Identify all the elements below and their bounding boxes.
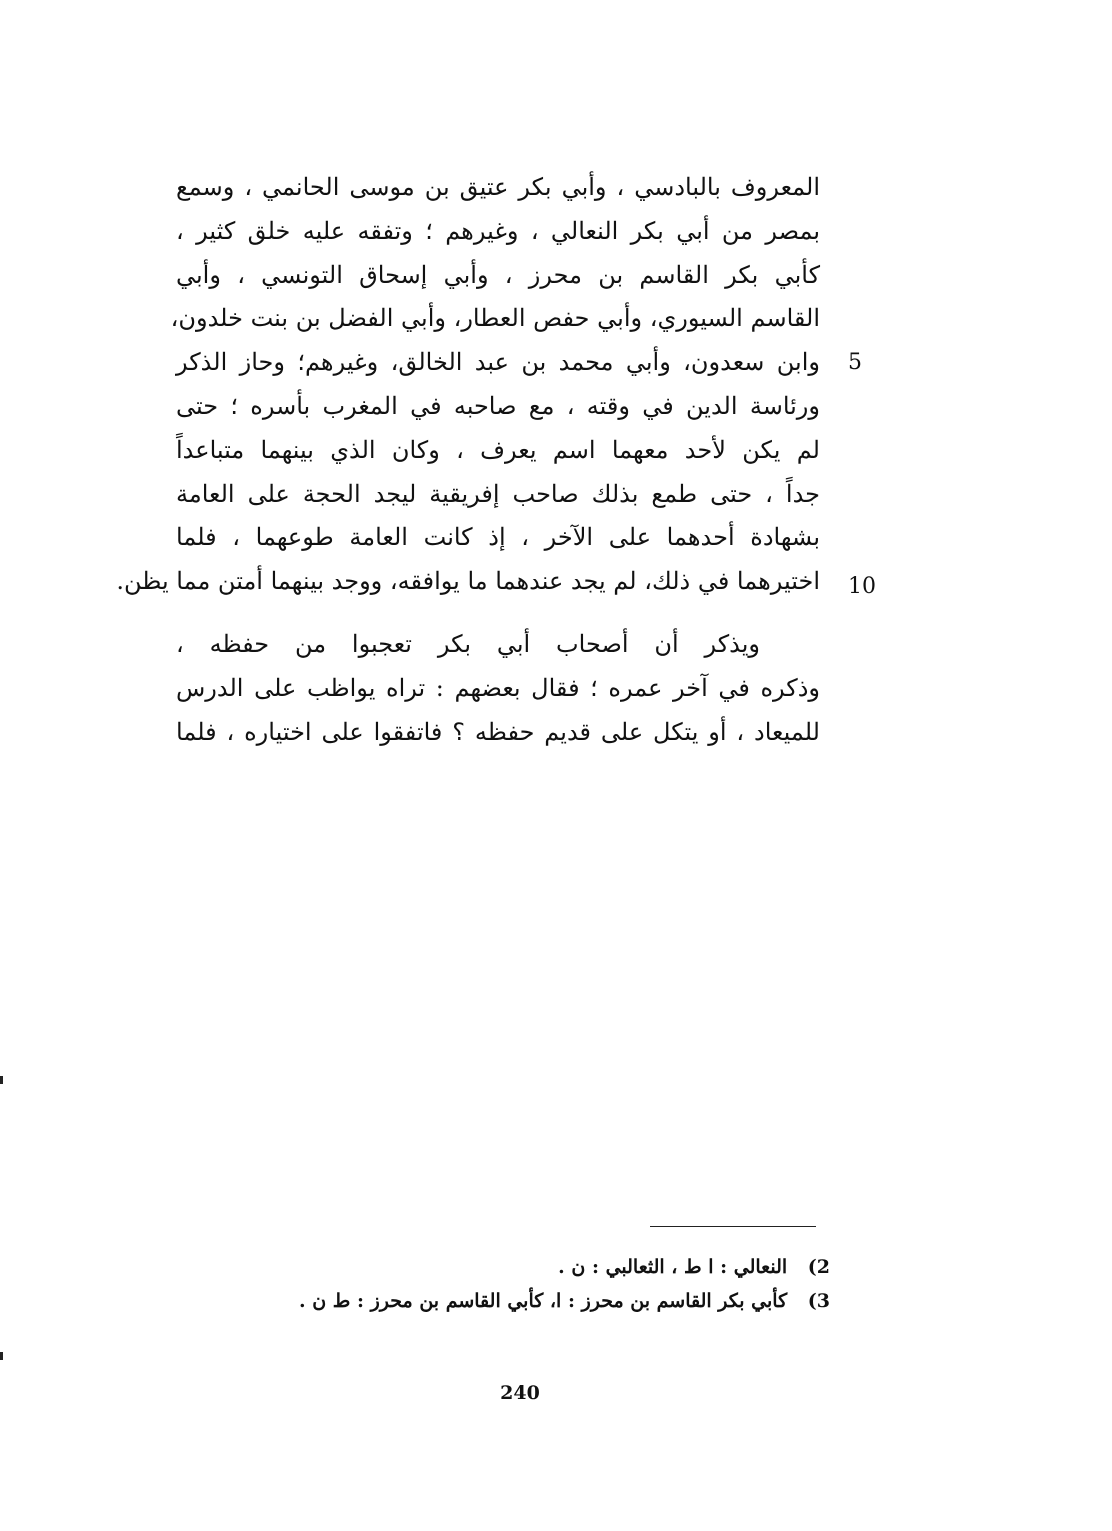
text-line-13: للميعاد ، أو يتكل على قديم حفظه ؟ فاتفقوا على اختياره ، فلما: [176, 717, 820, 746]
text-line-4: القاسم السيوري، وأبي حفص العطار، وأبي الفضل بن بنت خلدون،: [170, 304, 820, 333]
footnote-text: النعالي : ا ط ، الثعالبي : ن .: [558, 1256, 788, 1278]
scan-edge-mark: [0, 1076, 3, 1084]
footnotes: [150, 1250, 830, 1318]
footnote-separator: [650, 1226, 816, 1227]
text-line-10: اختيرهما في ذلك، لم يجد عندهما ما يوافقه، ووجد بينهما أمتن مما يظن.: [116, 567, 820, 596]
line-number-10: 10: [848, 574, 876, 599]
footnote-number: 2): [807, 1256, 830, 1278]
text-line-6: ورئاسة الدين في وقته ، مع صاحبه في المغرب بأسره ؛ حتى: [176, 391, 820, 420]
scan-edge-mark: [0, 1352, 3, 1360]
text-line-12: وذكره في آخر عمره ؛ فقال بعضهم : تراه يواظب على الدرس: [176, 673, 820, 702]
text-line-5: وابن سعدون، وأبي محمد بن عبد الخالق، وغيرهم؛ وحاز الذكر: [176, 348, 820, 377]
text-line-8: جداً ، حتى طمع بذلك صاحب إفريقية ليجد الحجة على العامة: [176, 479, 820, 508]
footnote-number: 3): [807, 1290, 830, 1312]
text-line-11: ويذكر أن أصحاب أبي بكر تعجبوا من حفظه ،: [176, 630, 760, 658]
second-paragraph: [176, 623, 820, 754]
text-line-7: لم يكن لأحد معهما اسم يعرف ، وكان الذي بينهما متباعداً: [176, 435, 820, 464]
footnote-3: [150, 1284, 830, 1318]
line-number-5: 5: [848, 350, 862, 375]
text-line-1: المعروف بالبادسي ، وأبي بكر عتيق بن موسى الحانمي ، وسمع: [176, 173, 820, 201]
page-number: 240: [500, 1382, 540, 1404]
text-line-2: بمصر من أبي بكر النعالي ، وغيرهم ؛ وتفقه عليه خلق كثير ،: [176, 216, 820, 245]
main-paragraph: [116, 166, 820, 604]
footnote-text: كأبي بكر القاسم بن محرز : ا، كأبي القاسم بن محرز : ط ن .: [299, 1290, 788, 1312]
text-line-3: كأبي بكر القاسم بن محرز ، وأبي إسحاق التونسي ، وأبي: [176, 260, 820, 289]
footnote-2: [150, 1250, 830, 1284]
text-line-9: بشهادة أحدهما على الآخر ، إذ كانت العامة طوعهما ، فلما: [176, 523, 820, 552]
